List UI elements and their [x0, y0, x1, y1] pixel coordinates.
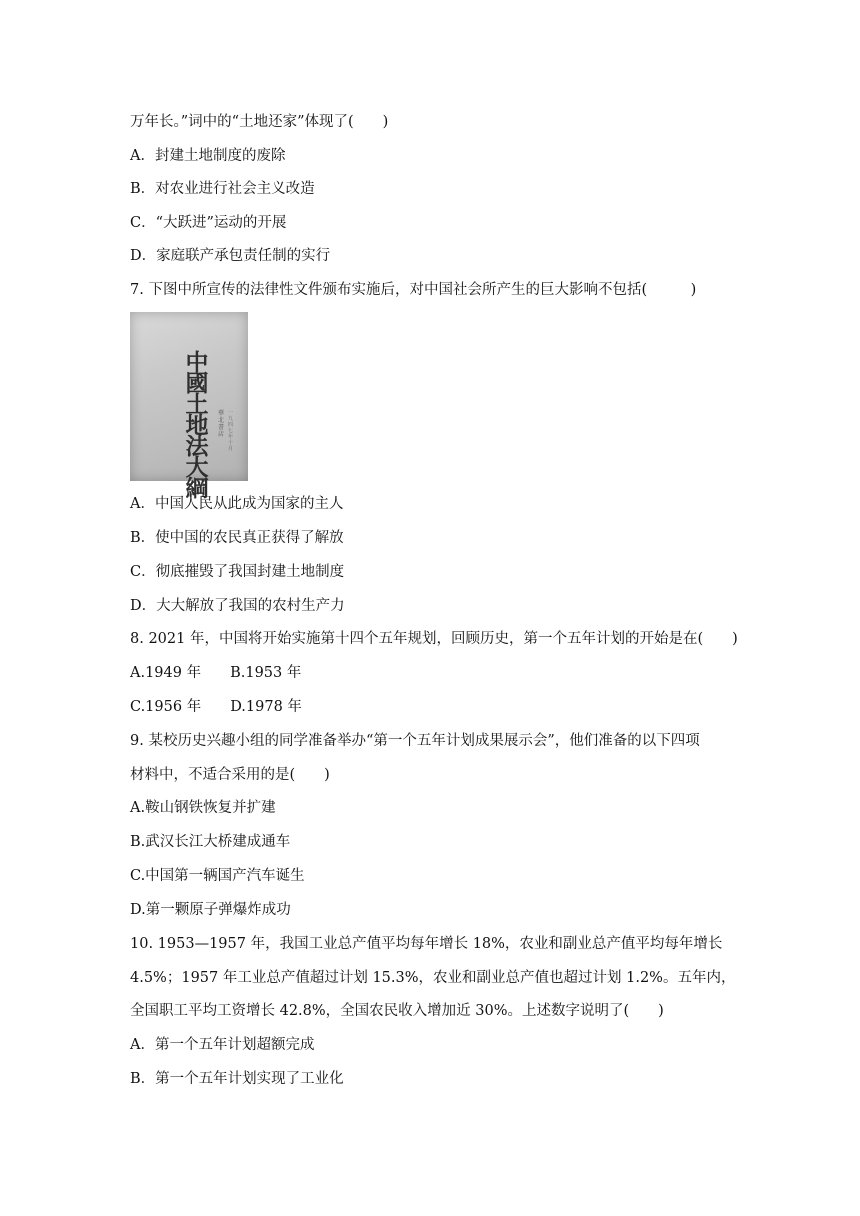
option-a: A.鞍山钢铁恢复并扩建	[130, 800, 276, 816]
option-d: D．家庭联产承包责任制的实行	[130, 248, 331, 264]
option-b: B．第一个五年计划实现了工业化	[130, 1071, 344, 1087]
question-10-cont: 4.5%；1957 年工业总产值超过计划 15.3%，农业和副业总产值也超过计划 1.2%。五年内，	[130, 970, 736, 986]
option-d: D．大大解放了我国的农村生产力	[130, 598, 345, 614]
options-cd: C.1956 年 D.1978 年	[130, 699, 302, 715]
book-cover-title: 中國土地法大綱	[185, 349, 209, 502]
question-10: 10. 1953—1957 年，我国工业总产值平均每年增长 18%，农业和副业总产值平均每年增长	[130, 936, 723, 952]
question-9-cont: 材料中，不适合采用的是( )	[130, 767, 330, 783]
book-cover-publisher: 華北書店	[218, 410, 225, 438]
question-10-cont: 全国职工平均工资增长 42.8%，全国农民收入增加近 30%。上述数字说明了( )	[130, 1003, 664, 1019]
option-c: C．彻底摧毁了我国封建土地制度	[130, 564, 345, 580]
question-7: 7. 下图中所宣传的法律性文件颁布实施后，对中国社会所产生的巨大影响不包括( )	[130, 282, 697, 298]
option-c: C.中国第一辆国产汽车诞生	[130, 868, 305, 884]
option-b: B．使中国的农民真正获得了解放	[130, 530, 344, 546]
option-a: A．第一个五年计划超额完成	[130, 1037, 315, 1053]
question-8: 8. 2021 年，中国将开始实施第十四个五年规划，回顾历史，第一个五年计划的开始是在( )	[130, 631, 738, 647]
option-b: B.武汉长江大桥建成通车	[130, 834, 291, 850]
option-a: A．封建土地制度的废除	[130, 148, 286, 164]
question-line: 万年长。”词中的“土地还家”体现了( )	[130, 114, 389, 130]
land-law-book-cover-image	[130, 312, 248, 502]
question-9: 9. 某校历史兴趣小组的同学准备举办“第一个五年计划成果展示会”，他们准备的以下四项	[130, 733, 700, 749]
option-d: D.第一颗原子弹爆炸成功	[130, 902, 291, 918]
options-ab: A.1949 年 B.1953 年	[130, 665, 302, 681]
option-a: A．中国人民从此成为国家的主人	[130, 496, 344, 512]
book-cover-edition: 一九四七年十月	[228, 410, 234, 452]
option-b: B．对农业进行社会主义改造	[130, 181, 315, 197]
option-c: C．“大跃进”运动的开展	[130, 215, 287, 231]
